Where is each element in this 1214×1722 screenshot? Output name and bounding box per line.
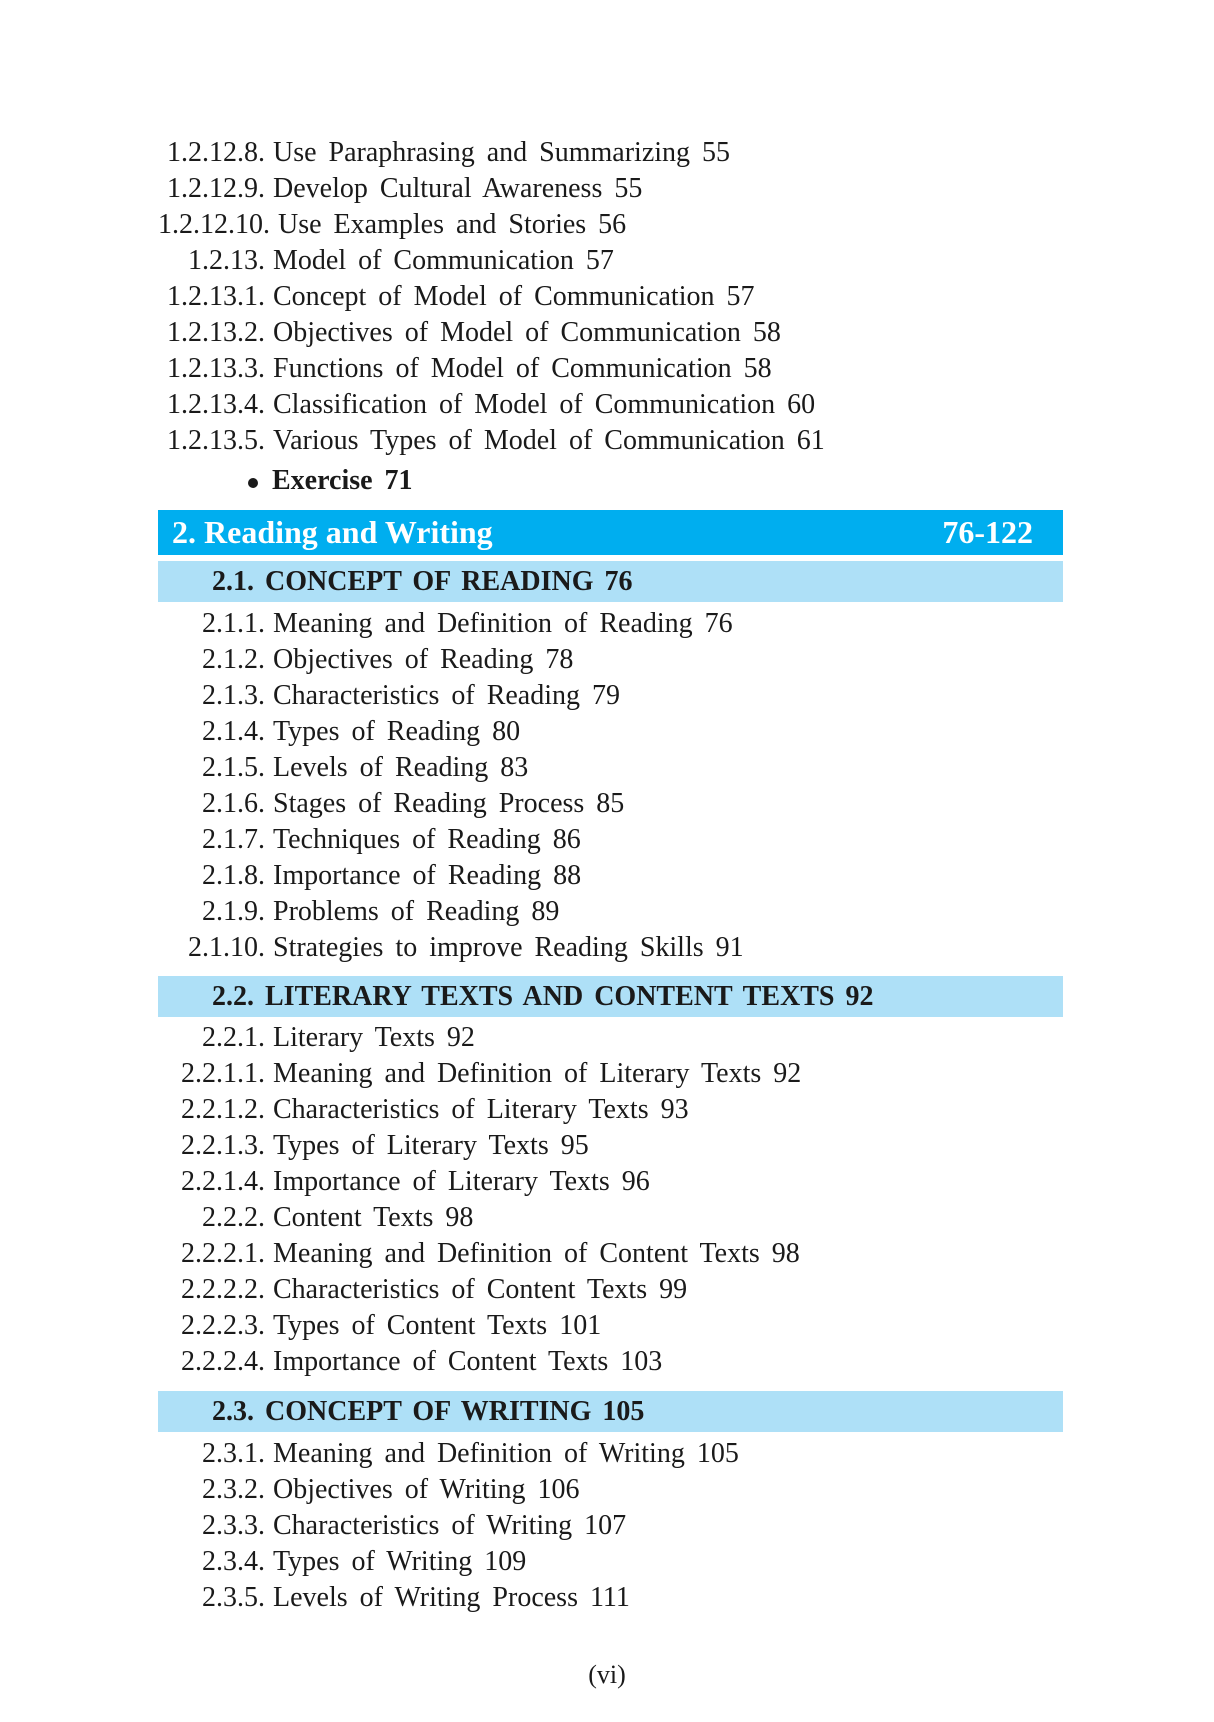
entry-number: 2.3.1. xyxy=(202,1438,265,1469)
toc-entry[interactable] xyxy=(158,171,1063,207)
page-number: (vi) xyxy=(588,1660,626,1689)
entry-title: Functions of Model of Communication 58 xyxy=(273,353,772,384)
toc-entry[interactable] xyxy=(158,1508,1063,1544)
chapter-pages: 76-122 xyxy=(942,514,1033,550)
entry-number: 2.2.2.2. xyxy=(181,1274,265,1305)
entry-title: Importance of Reading 88 xyxy=(273,860,582,891)
toc-entry[interactable] xyxy=(158,1544,1063,1580)
entry-number: 2.2.1.4. xyxy=(181,1166,265,1197)
entry-title: Objectives of Reading 78 xyxy=(273,644,574,675)
toc-entry[interactable] xyxy=(158,135,1063,171)
toc-entry[interactable] xyxy=(158,714,1063,750)
chapter-title: 2. Reading and Writing xyxy=(172,514,493,550)
entry-number: 1.2.13.1. xyxy=(167,281,265,312)
entry-number: 2.1.7. xyxy=(202,824,265,855)
entry-title: Meaning and Definition of Writing 105 xyxy=(273,1438,739,1469)
toc-entry[interactable] xyxy=(158,1128,1063,1164)
entry-title: Literary Texts 92 xyxy=(273,1022,475,1053)
entry-title: Use Examples and Stories 56 xyxy=(278,209,627,240)
toc-entry[interactable] xyxy=(158,207,1063,243)
entry-title: Importance of Content Texts 103 xyxy=(273,1346,663,1377)
entry-title: Objectives of Writing 106 xyxy=(273,1474,580,1505)
entry-title: Importance of Literary Texts 96 xyxy=(273,1166,650,1197)
toc-entry[interactable] xyxy=(158,822,1063,858)
entry-number: 2.1.8. xyxy=(202,860,265,891)
entry-title: Meaning and Definition of Reading 76 xyxy=(273,608,733,639)
entry-title: Classification of Model of Communication 60 xyxy=(273,389,816,420)
toc-entry[interactable] xyxy=(158,315,1063,351)
entry-title: Characteristics of Literary Texts 93 xyxy=(273,1094,689,1125)
toc-entry[interactable] xyxy=(158,858,1063,894)
entry-title: Types of Writing 109 xyxy=(273,1546,527,1577)
section-heading[interactable]: 2.1. CONCEPT OF READING 76 xyxy=(158,561,1063,602)
exercise-label: Exercise 71 xyxy=(272,465,413,496)
entry-title: Problems of Reading 89 xyxy=(273,896,560,927)
entry-title: Model of Communication 57 xyxy=(273,245,614,276)
toc-entry[interactable] xyxy=(158,642,1063,678)
toc-entry[interactable] xyxy=(158,387,1063,423)
entry-number: 1.2.13.3. xyxy=(167,353,265,384)
toc-entry[interactable] xyxy=(158,1472,1063,1508)
entry-title: Types of Reading 80 xyxy=(273,716,521,747)
entry-title: Meaning and Definition of Literary Texts 92 xyxy=(273,1058,802,1089)
toc-entry[interactable] xyxy=(158,678,1063,714)
toc-entry[interactable] xyxy=(158,1344,1063,1380)
entry-number: 1.2.13.4. xyxy=(167,389,265,420)
entry-title: Concept of Model of Communication 57 xyxy=(273,281,755,312)
entry-number: 1.2.12.10. xyxy=(158,209,270,240)
section-entries xyxy=(158,1020,1063,1380)
entry-title: Strategies to improve Reading Skills 91 xyxy=(273,932,744,963)
entry-number: 2.3.5. xyxy=(202,1582,265,1613)
toc-entry[interactable] xyxy=(158,243,1063,279)
toc-entry[interactable] xyxy=(158,423,1063,459)
toc-entry[interactable] xyxy=(158,1092,1063,1128)
entry-title: Objectives of Model of Communication 58 xyxy=(273,317,781,348)
toc-entry[interactable] xyxy=(158,1056,1063,1092)
toc-entry[interactable] xyxy=(158,930,1063,966)
toc-entry[interactable] xyxy=(158,606,1063,642)
toc-entry[interactable] xyxy=(158,1436,1063,1472)
entry-number: 2.2.1. xyxy=(202,1022,265,1053)
entry-number: 2.2.2.1. xyxy=(181,1238,265,1269)
toc-entry[interactable] xyxy=(158,894,1063,930)
entry-title: Characteristics of Reading 79 xyxy=(273,680,621,711)
entry-title: Characteristics of Writing 107 xyxy=(273,1510,627,1541)
entry-title: Various Types of Model of Communication 61 xyxy=(273,425,825,456)
toc-entry[interactable] xyxy=(158,1200,1063,1236)
entry-number: 2.1.1. xyxy=(202,608,265,639)
entry-number: 2.2.2.4. xyxy=(181,1346,265,1377)
chapter-heading[interactable] xyxy=(158,510,1063,555)
entry-number: 1.2.12.9. xyxy=(167,173,265,204)
entry-title: Use Paraphrasing and Summarizing 55 xyxy=(273,137,731,168)
entry-number: 2.1.2. xyxy=(202,644,265,675)
toc-entry[interactable] xyxy=(158,1272,1063,1308)
entry-number: 2.1.9. xyxy=(202,896,265,927)
entry-number: 2.3.2. xyxy=(202,1474,265,1505)
entry-number: 2.2.2.3. xyxy=(181,1310,265,1341)
toc-entry[interactable] xyxy=(158,351,1063,387)
entry-number: 2.1.6. xyxy=(202,788,265,819)
entry-number: 2.2.1.2. xyxy=(181,1094,265,1125)
entry-title: Types of Literary Texts 95 xyxy=(273,1130,589,1161)
toc-entry[interactable] xyxy=(158,1020,1063,1056)
toc-list-chapter-1-tail xyxy=(158,135,1063,459)
section-entries xyxy=(158,606,1063,966)
entry-number: 1.2.13. xyxy=(188,245,265,276)
entry-title: Techniques of Reading 86 xyxy=(273,824,581,855)
entry-number: 2.1.5. xyxy=(202,752,265,783)
entry-title: Levels of Writing Process 111 xyxy=(273,1582,630,1613)
toc-entry[interactable] xyxy=(158,750,1063,786)
toc-entry[interactable] xyxy=(158,786,1063,822)
entry-number: 2.1.4. xyxy=(202,716,265,747)
entry-title: Characteristics of Content Texts 99 xyxy=(273,1274,688,1305)
bullet-icon xyxy=(248,478,258,488)
entry-title: Meaning and Definition of Content Texts 98 xyxy=(273,1238,800,1269)
toc-entry[interactable] xyxy=(158,279,1063,315)
entry-number: 1.2.13.2. xyxy=(167,317,265,348)
entry-number: 2.1.10. xyxy=(188,932,265,963)
entry-number: 2.2.1.3. xyxy=(181,1130,265,1161)
entry-number: 1.2.13.5. xyxy=(167,425,265,456)
entry-number: 2.2.2. xyxy=(202,1202,265,1233)
entry-number: 2.3.4. xyxy=(202,1546,265,1577)
section-heading[interactable]: 2.3. CONCEPT OF WRITING 105 xyxy=(158,1391,1063,1432)
section-entries xyxy=(158,1436,1063,1616)
entry-title: Types of Content Texts 101 xyxy=(273,1310,602,1341)
entry-number: 1.2.12.8. xyxy=(167,137,265,168)
entry-title: Stages of Reading Process 85 xyxy=(273,788,625,819)
toc-entry[interactable] xyxy=(158,1580,1063,1616)
entry-title: Content Texts 98 xyxy=(273,1202,474,1233)
toc-entry[interactable] xyxy=(158,1236,1063,1272)
section-heading[interactable]: 2.2. LITERARY TEXTS AND CONTENT TEXTS 92 xyxy=(158,976,1063,1017)
entry-number: 2.1.3. xyxy=(202,680,265,711)
entry-title: Levels of Reading 83 xyxy=(273,752,529,783)
entry-number: 2.3.3. xyxy=(202,1510,265,1541)
entry-title: Develop Cultural Awareness 55 xyxy=(273,173,643,204)
toc-entry[interactable] xyxy=(158,1308,1063,1344)
toc-exercise[interactable] xyxy=(158,463,1153,499)
toc-entry[interactable] xyxy=(158,1164,1063,1200)
entry-number: 2.2.1.1. xyxy=(181,1058,265,1089)
